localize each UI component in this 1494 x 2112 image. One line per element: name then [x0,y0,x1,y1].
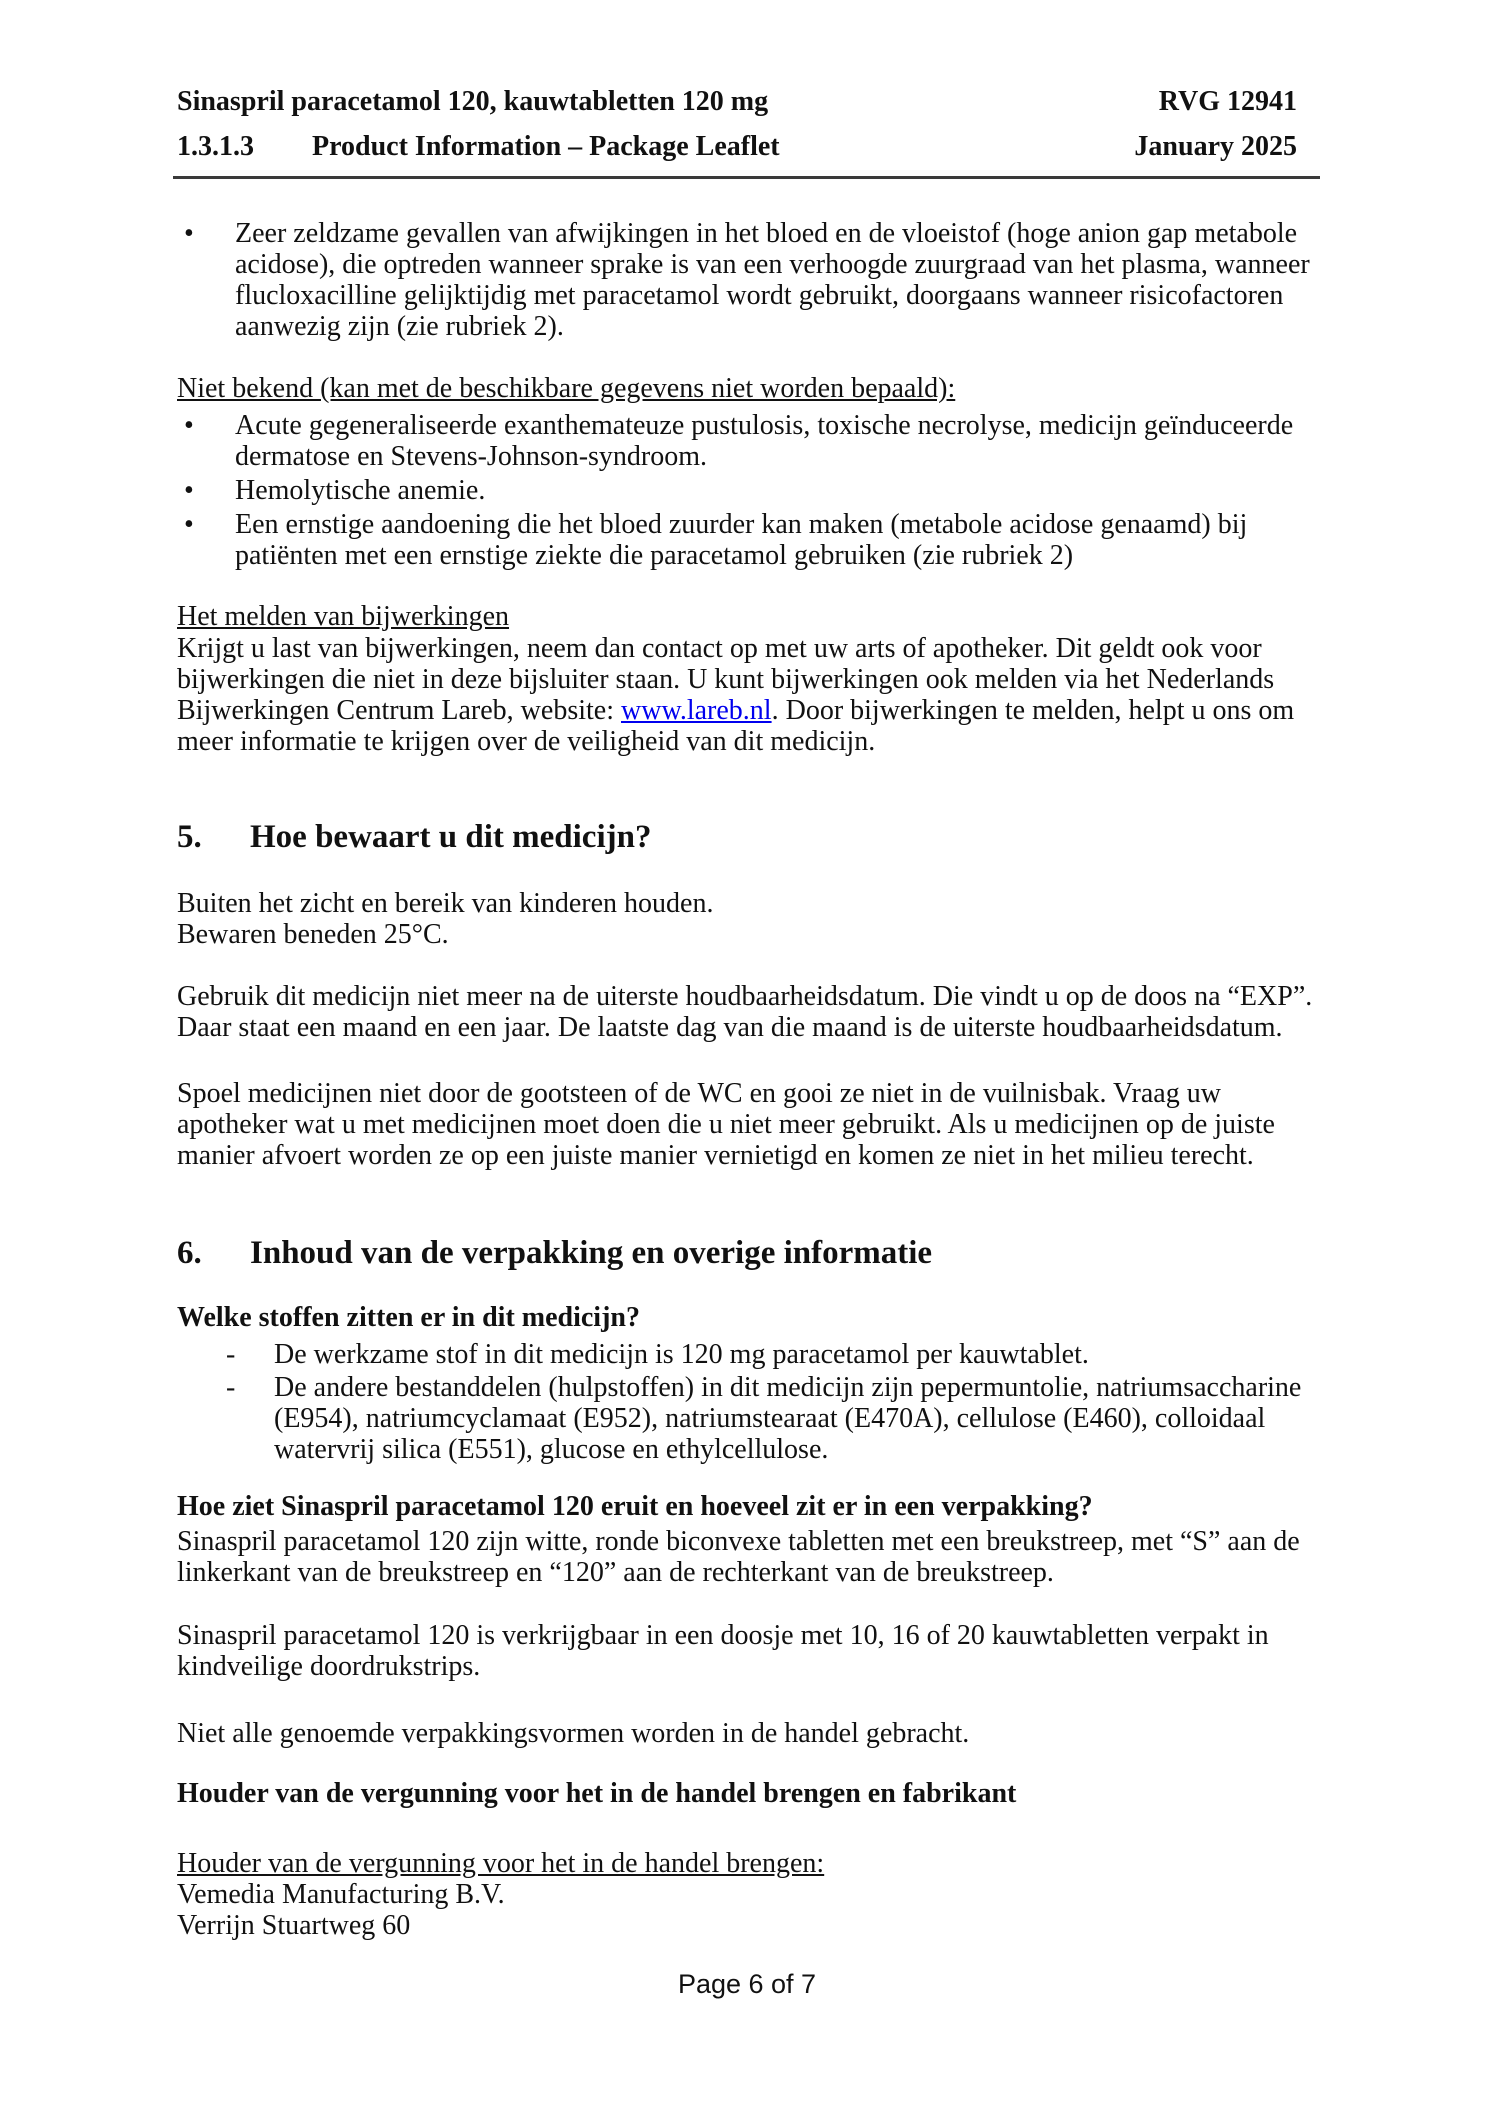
bullet-text-very-rare: Zeer zeldzame gevallen van afwijkingen in het bloed en de vloeistof (hoge anion gap metabole acidose), die optreden wanneer sprake is van een verhoogde zuurgraad van het plasma, wanneer flucloxacilline gelijktijdig met paracetamol wordt gebruikt, doorgaans wanneer risicofactoren aanwezig zijn (zie rubriek 2). [235,218,1310,342]
section-heading-5 [177,818,1327,856]
bullet-marker: • [184,475,194,506]
dash-list-ingredients [177,1339,1327,1467]
section-5-title: Hoe bewaart u dit medicijn? [250,819,652,855]
section-heading-6 [177,1234,1327,1272]
dash-marker: - [226,1372,236,1403]
paragraph-disposal: Spoel medicijnen niet door de gootsteen of de WC en gooi ze niet in de vuilnisbak. Vraag uw apotheker wat u met medicijnen moet doen die u niet meer gebruikt. Als u medicijnen op de juiste manier afvoert worden ze op een juiste manier vernietigd en komen ze niet in het milieu terecht. [177,1078,1275,1171]
block-houder-details [177,1848,1327,1941]
list-item [177,1372,1327,1465]
paragraph-pack-sizes: Sinaspril paracetamol 120 is verkrijgbaar in een doosje met 10, 16 of 20 kauwtabletten verpakt in kindveilige doordrukstrips. [177,1620,1269,1682]
subheading-houder-vergunning-text: Houder van de vergunning voor het in de handel brengen: [177,1848,825,1879]
paragraph-expiry: Gebruik dit medicijn niet meer na de uiterste houdbaarheidsdatum. Die vindt u op de doos na “EXP”. Daar staat een maand en een jaar. De laatste dag van die maand is de uiterste houdbaarheidsdatum. [177,981,1313,1043]
subheading-niet-bekend-text: Niet bekend (kan met de beschikbare gegevens niet worden bepaald): [177,373,956,404]
bullet-marker: • [184,410,194,441]
bullet-text: Acute gegeneraliseerde exanthemateuze pustulosis, toxische necrolyse, medicijn geïnduceerde dermatose en Stevens-Johnson-syndroom. [235,410,1294,472]
subheading-houder-vergunning [177,1848,1327,1879]
subheading-hoe-ziet: Hoe ziet Sinaspril paracetamol 120 eruit en hoeveel zit er in een verpakking? [177,1491,1093,1522]
list-item [177,410,1327,472]
list-item [177,475,1327,506]
section-5-number: 5. [177,819,202,855]
footer-page-number: Page 6 of 7 [677,1969,817,1999]
bullet-text: Een ernstige aandoening die het bloed zuurder kan maken (metabole acidose genaamd) bij patiënten met een ernstige ziekte die paracetamol gebruiken (zie rubriek 2) [235,509,1248,571]
melden-text-after-link: . Door bijwerkingen te melden, helpt u ons om meer informatie te krijgen over de veiligheid van dit medicijn. [177,695,1295,757]
dash-text: De andere bestanddelen (hulpstoffen) in dit medicijn zijn pepermuntolie, natriumsaccharine (E954), natriumcyclamaat (E952), natriumstearaat (E470A), cellulose (E460), colloidaal watervrij silica (E551), glucose en ethylcellulose. [274,1372,1302,1465]
houder-company-address: Verrijn Stuartweg 60 [177,1910,411,1941]
subheading-melden-text: Het melden van bijwerkingen [177,601,510,632]
subheading-houder-fabrikant: Houder van de vergunning voor het in de handel brengen en fabrikant [177,1778,1017,1809]
paragraph-storage [177,888,1327,950]
dash-marker: - [226,1339,236,1370]
section-6-number: 6. [177,1235,202,1271]
header-doc-ref [177,131,780,162]
header-date: January 2025 [1134,131,1297,162]
dash-text: De werkzame stof in dit medicijn is 120 mg paracetamol per kauwtablet. [274,1339,1089,1370]
melden-text-before-link: Krijgt u last van bijwerkingen, neem dan contact op met uw arts of apotheker. Dit geldt ook voor bijwerkingen die niet in deze bijsluiter staan. U kunt bijwerkingen ook melden via het Nederlands Bijwerkingen Centrum Lareb, website: [177,633,1275,726]
header-divider-rule [173,176,1320,179]
header-doc-number: 1.3.1.3 [177,131,254,162]
paragraph-marketing-note: Niet alle genoemde verpakkingsvormen worden in de handel gebracht. [177,1718,970,1749]
page-header-line2 [177,131,1297,162]
header-rvg-number: RVG 12941 [1158,86,1297,117]
section-6-title: Inhoud van de verpakking en overige informatie [250,1235,933,1271]
header-product-name: Sinaspril paracetamol 120, kauwtabletten 120 mg [177,86,769,117]
list-item [177,218,1327,342]
page-header-line1 [177,86,1297,117]
bullet-marker: • [184,509,194,540]
houder-company-name: Vemedia Manufacturing B.V. [177,1879,505,1910]
subheading-niet-bekend [177,373,1327,404]
list-item [177,1339,1327,1370]
bullet-text: Hemolytische anemie. [235,475,486,506]
bullet-marker: • [184,218,194,249]
header-doc-title: Product Information – Package Leaflet [312,131,780,162]
bullet-list-very-rare [177,218,1327,345]
lareb-website-link[interactable]: www.lareb.nl [621,695,772,726]
list-item [177,509,1327,571]
storage-line-1: Buiten het zicht en bereik van kinderen houden. [177,888,714,919]
paragraph-melden [177,633,1327,757]
storage-line-2: Bewaren beneden 25°C. [177,919,449,950]
subheading-melden [177,601,1327,632]
paragraph-appearance: Sinaspril paracetamol 120 zijn witte, ronde biconvexe tabletten met een breukstreep, met “S” aan de linkerkant van de breukstreep en “120” aan de rechterkant van de breukstreep. [177,1526,1300,1588]
subheading-welke-stoffen: Welke stoffen zitten er in dit medicijn? [177,1302,640,1333]
bullet-list-niet-bekend [177,410,1327,574]
